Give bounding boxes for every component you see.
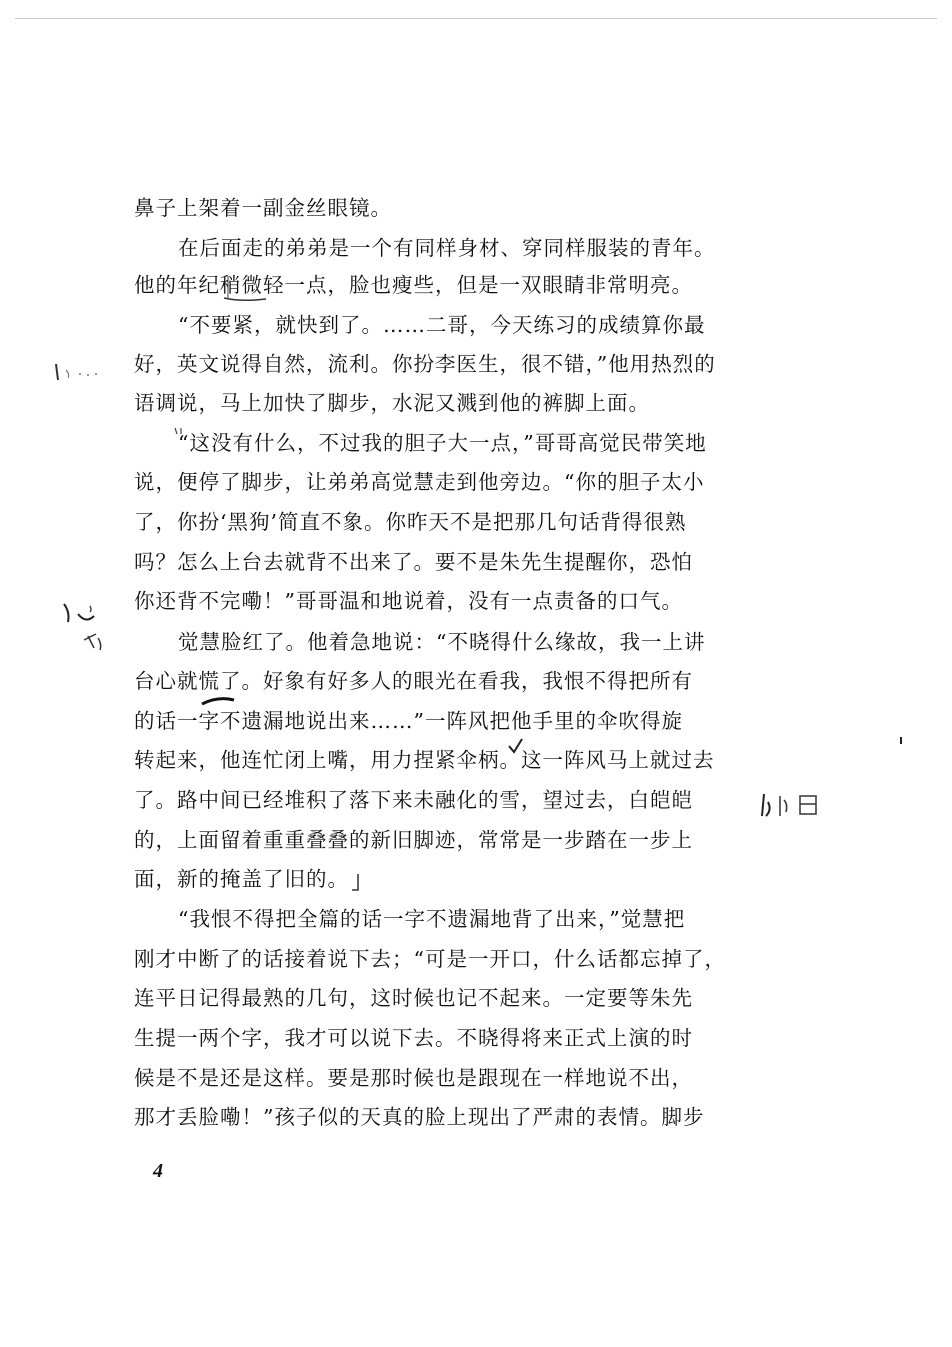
text-line-23: 候是不是还是这样。要是那时候也是跟现在一样地说不出， xyxy=(134,1066,693,1090)
top-border-line xyxy=(15,18,937,19)
text-line-19: “我恨不得把全篇的话一字不遗漏地背了出来，”觉慧把 xyxy=(178,907,686,931)
handwritten-underline-2 xyxy=(200,690,240,710)
handwritten-tick xyxy=(350,872,364,896)
text-line-15: 转起来，他连忙闭上嘴，用力捏紧伞柄。这一阵风马上就过去 xyxy=(134,748,715,772)
text-line-12: 觉慧脸红了。他着急地说：“不晓得什么缘故，我一上讲 xyxy=(178,630,706,654)
text-line-3: 他的年纪稍微轻一点，脸也瘦些，但是一双眼睛非常明亮。 xyxy=(134,273,693,297)
handwritten-mark-right xyxy=(758,782,828,826)
text-line-20: 刚才中断了的话接着说下去；“可是一开口，什么话都忘掉了， xyxy=(134,947,726,971)
stray-mark xyxy=(898,736,904,746)
text-line-5: 好，英文说得自然，流利。你扮李医生，很不错，”他用热烈的 xyxy=(134,352,716,376)
text-line-18: 面，新的掩盖了旧的。 xyxy=(134,867,349,891)
text-line-9: 了，你扮‘黑狗’简直不象。你昨天不是把那几句话背得很熟 xyxy=(134,510,687,534)
text-line-24: 那才丢脸嘞！”孩子似的天真的脸上现出了严肃的表情。脚步 xyxy=(134,1105,705,1129)
text-line-1: 鼻子上架着一副金丝眼镜。 xyxy=(134,196,392,220)
text-line-16: 了。路中间已经堆积了落下来未融化的雪，望过去，白皑皑 xyxy=(134,788,693,812)
text-line-10: 吗？怎么上台去就背不出来了。要不是朱先生提醒你，恐怕 xyxy=(134,550,693,574)
handwritten-mark-left-2 xyxy=(60,598,120,656)
handwritten-checkmark xyxy=(506,736,526,756)
handwritten-opening-stroke xyxy=(171,426,185,444)
page-number: 4 xyxy=(153,1160,163,1182)
text-line-14: 的话一字不遗漏地说出来……”一阵风把他手里的伞吹得旋 xyxy=(134,709,683,733)
text-line-22: 生提一两个字，我才可以说下去。不晓得将来正式上演的时 xyxy=(134,1026,693,1050)
text-line-17: 的，上面留着重重叠叠的新旧脚迹，常常是一步踏在一步上 xyxy=(134,828,693,852)
text-line-11: 你还背不完嘞！”哥哥温和地说着，没有一点责备的口气。 xyxy=(134,589,683,613)
text-line-7: “这没有什么，不过我的胆子大一点，”哥哥高觉民带笑地 xyxy=(178,431,707,455)
handwritten-underline-1 xyxy=(222,272,272,306)
text-line-8: 说，便停了脚步，让弟弟高觉慧走到他旁边。“你的胆子太小 xyxy=(134,470,705,494)
handwritten-mark-left-1 xyxy=(48,356,108,386)
text-line-6: 语调说，马上加快了脚步，水泥又溅到他的裤脚上面。 xyxy=(134,391,650,415)
text-line-4: “不要紧，就快到了。……二哥，今天练习的成绩算你最 xyxy=(178,313,706,337)
text-line-21: 连平日记得最熟的几句，这时候也记不起来。一定要等朱先 xyxy=(134,986,693,1010)
text-line-13: 台心就慌了。好象有好多人的眼光在看我，我恨不得把所有 xyxy=(134,669,693,693)
text-line-2: 在后面走的弟弟是一个有同样身材、穿同样服装的青年。 xyxy=(178,236,716,260)
